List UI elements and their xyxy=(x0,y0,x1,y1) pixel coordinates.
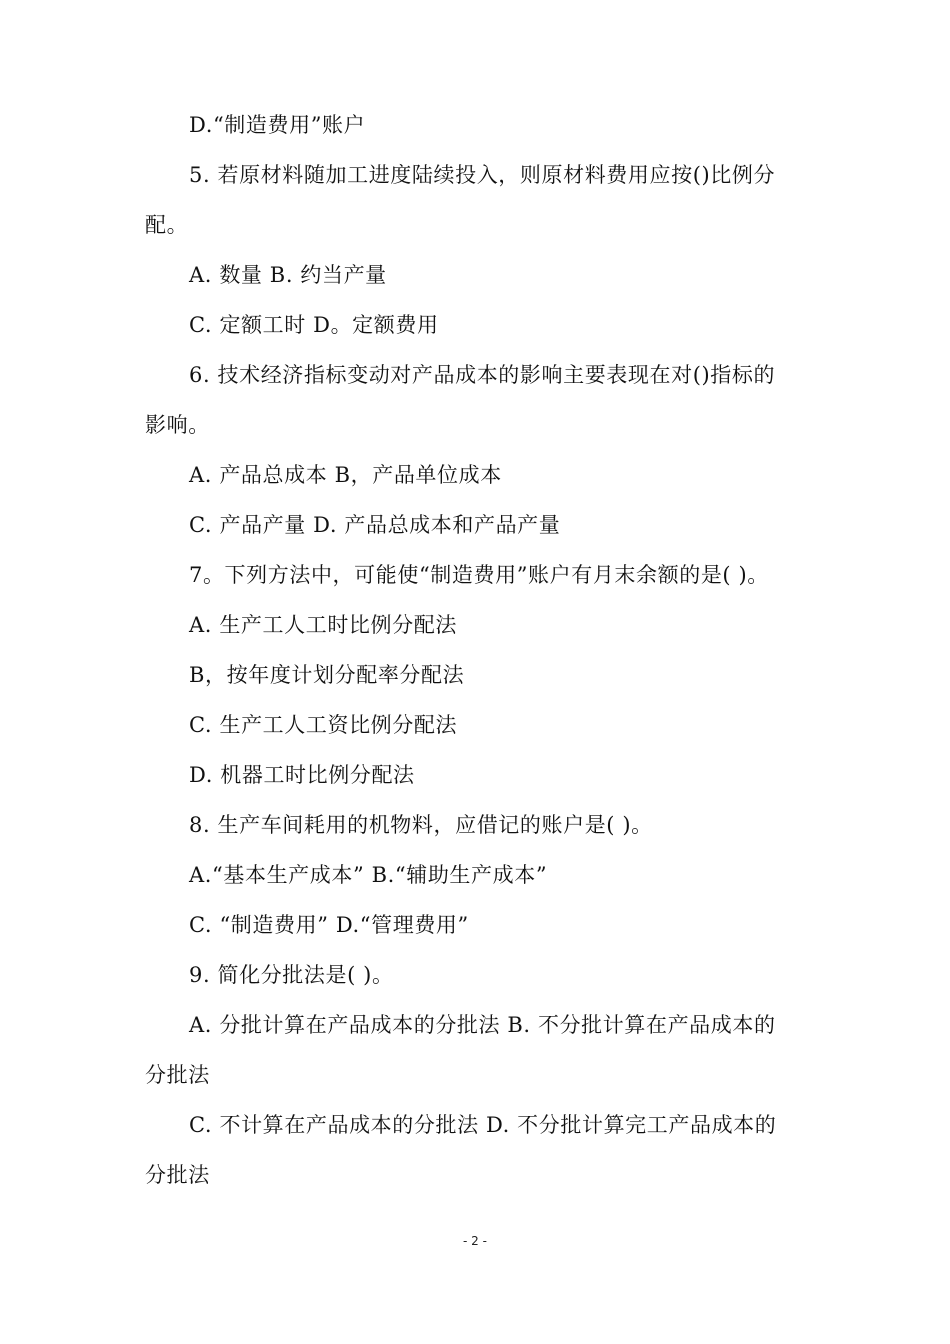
option-continuation: 分批法 xyxy=(145,1063,210,1087)
page-number: - 2 - xyxy=(463,1234,487,1248)
option-line: C. 产品产量 D. 产品总成本和产品产量 xyxy=(189,513,561,537)
question-line: 5. 若原材料随加工进度陆续投入，则原材料费用应按()比例分 xyxy=(189,163,776,187)
option-line: C. 不计算在产品成本的分批法 D. 不分批计算完工产品成本的 xyxy=(189,1113,777,1137)
option-line: C. “制造费用” D.“管理费用” xyxy=(189,913,469,937)
option-line: B，按年度计划分配率分配法 xyxy=(189,663,465,687)
option-line: D. 机器工时比例分配法 xyxy=(189,763,415,787)
question-line: 9. 简化分批法是( )。 xyxy=(189,963,394,987)
option-line: A. 数量 B. 约当产量 xyxy=(189,263,387,287)
question-continuation: 配。 xyxy=(145,213,189,237)
option-line: D.“制造费用”账户 xyxy=(189,113,366,137)
option-line: C. 生产工人工资比例分配法 xyxy=(189,713,458,737)
question-line: 7。下列方法中，可能使“制造费用”账户有月末余额的是( )。 xyxy=(189,563,769,587)
option-line: A. 生产工人工时比例分配法 xyxy=(189,613,457,637)
option-continuation: 分批法 xyxy=(145,1163,210,1187)
option-line: A.“基本生产成本” B.“辅助生产成本” xyxy=(189,863,548,887)
option-line: A. 产品总成本 B，产品单位成本 xyxy=(189,463,502,487)
question-line: 8. 生产车间耗用的机物料，应借记的账户是( )。 xyxy=(189,813,653,837)
question-list xyxy=(145,100,810,1200)
option-line: C. 定额工时 D。定额费用 xyxy=(189,313,439,337)
question-continuation: 影响。 xyxy=(145,413,210,437)
question-line: 6. 技术经济指标变动对产品成本的影响主要表现在对()指标的 xyxy=(189,363,776,387)
option-line: A. 分批计算在产品成本的分批法 B. 不分批计算在产品成本的 xyxy=(189,1013,776,1037)
